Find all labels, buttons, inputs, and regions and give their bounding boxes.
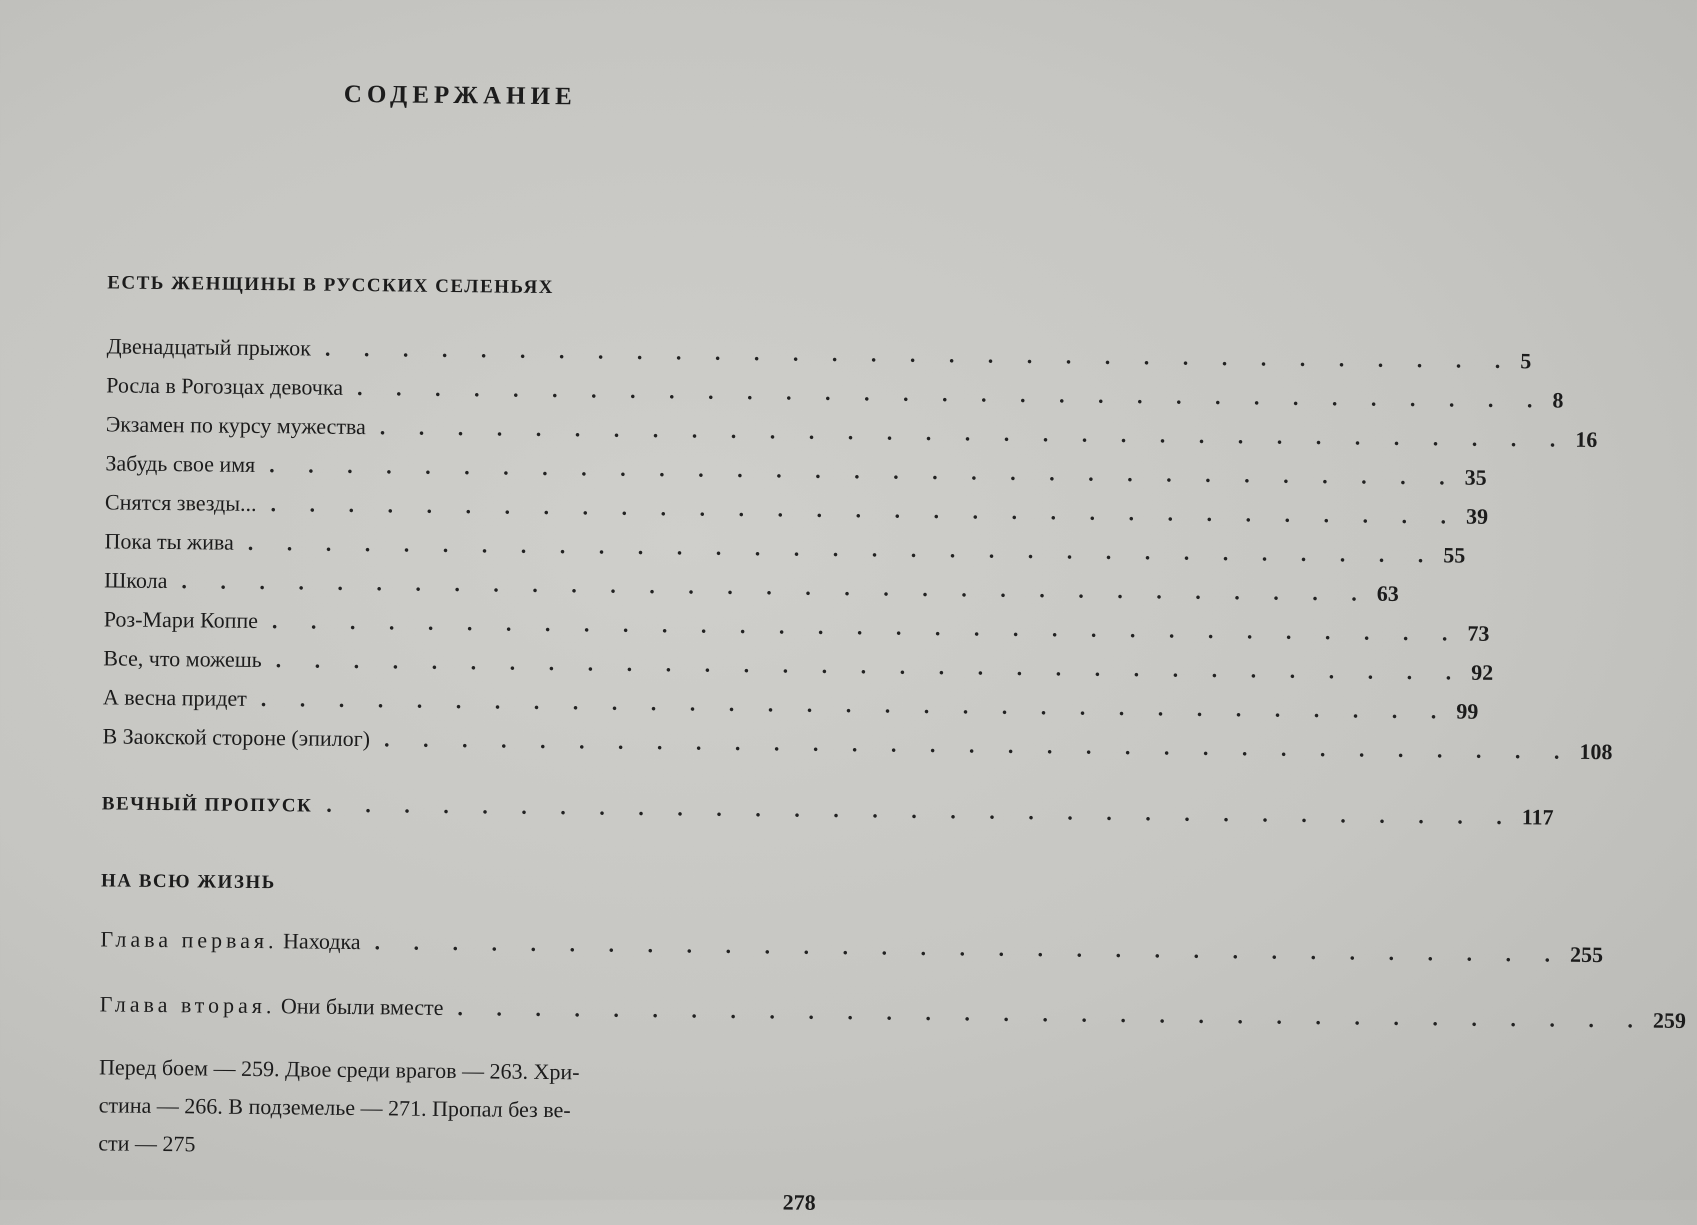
toc-entry-page: 63 <box>1376 580 1399 606</box>
toc-entry-label: А весна придет <box>102 684 247 711</box>
toc-chapter-entry <box>100 926 1604 968</box>
dot-leader: . . . . . . . . . . . . . . . . . . . . . . . . . . . . . . . <box>356 375 1547 413</box>
toc-entry-page: 259 <box>1652 1007 1687 1033</box>
toc-entry-page: 8 <box>1552 387 1564 413</box>
chapter-subsections <box>98 1048 739 1169</box>
dot-leader: . . . . . . . . . . . . . . . . . . . . . . . . . . . . . . . <box>269 452 1459 490</box>
section-heading-whole-life: НА ВСЮ ЖИЗНЬ <box>100 870 276 894</box>
toc-entry <box>102 723 1613 765</box>
toc-entry-page: 99 <box>1456 698 1479 724</box>
toc-entry-page: 5 <box>1520 348 1532 374</box>
chapter-title: Находка <box>282 928 361 955</box>
toc-entry-label: Двенадцатый прыжок <box>106 333 312 361</box>
dot-leader: . . . . . . . . . . . . . . . . . . . . . . . . . . . . . . . <box>324 335 1515 374</box>
page-title: СОДЕРЖАНИЕ <box>343 80 577 111</box>
toc-entry-page: 255 <box>1569 941 1604 968</box>
toc-entry <box>103 645 1494 685</box>
toc-entry-page: 35 <box>1464 464 1487 490</box>
toc-entry-page: 108 <box>1579 738 1613 765</box>
subsection-line: сти — 275 <box>98 1130 196 1157</box>
toc-section-entry-eternal-pass <box>101 789 1554 830</box>
section-heading-eternal-pass: ВЕЧНЫЙ ПРОПУСК <box>101 793 313 817</box>
subsection-line: Перед боем — 259. Двое среди врагов — 263. Хри- <box>98 1054 580 1085</box>
dot-leader: . . . . . . . . . . . . . . . . . . . . . . . . . . . . . . . <box>457 995 1648 1033</box>
toc-entry-label: Экзамен по курсу мужества <box>105 411 367 440</box>
dot-leader: . . . . . . . . . . . . . . . . . . . . . . . . . . . . . . . <box>260 686 1451 724</box>
toc-entry-page: 117 <box>1521 804 1554 830</box>
toc-entry-page: 92 <box>1471 659 1494 685</box>
toc-entry <box>104 567 1399 606</box>
dot-leader: . . . . . . . . . . . . . . . . . . . . . . . . . . . . . . . <box>374 929 1565 967</box>
toc-entry-page: 16 <box>1575 426 1598 453</box>
toc-entry-label: Росла в Рогозцах девочка <box>106 372 344 400</box>
toc-entry <box>106 333 1532 374</box>
dot-leader: . . . . . . . . . . . . . . . . . . . . . . . . . . . . . . . <box>247 529 1438 568</box>
toc-entry-page: 39 <box>1465 503 1489 529</box>
toc-entry <box>105 411 1598 453</box>
toc-chapter-label <box>100 991 444 1021</box>
toc-entry <box>104 489 1489 529</box>
dot-leader: . . . . . . . . . . . . . . . . . . . . . . . . . . . . . . . <box>270 491 1461 529</box>
toc-entry-label: В Заокской стороне (эпилог) <box>102 723 371 752</box>
toc-entry-label: Пока ты жива <box>104 528 234 555</box>
toc-entry-label: Все, что можешь <box>103 645 262 673</box>
toc-entry-label: Забудь свое имя <box>105 450 256 477</box>
toc-entry <box>106 372 1564 413</box>
toc-entry-label: Школа <box>104 567 168 594</box>
section-heading-women: ЕСТЬ ЖЕНЩИНЫ В РУССКИХ СЕЛЕНЬЯХ <box>107 272 555 299</box>
subsection-line: стина — 266. В подземелье — 271. Пропал без ве- <box>98 1092 571 1123</box>
dot-leader: . . . . . . . . . . . . . . . . . . . . . . . . . . . . . . . <box>383 726 1574 764</box>
toc-entry <box>102 684 1479 724</box>
toc-entry <box>103 606 1490 646</box>
dot-leader: . . . . . . . . . . . . . . . . . . . . . . . . . . . . . . . <box>181 568 1371 606</box>
chapter-number: Глава вторая. <box>99 991 276 1019</box>
toc-entry-page: 73 <box>1467 620 1490 646</box>
footer-page-number: 278 <box>782 1189 816 1215</box>
toc-entry-label: Роз-Мари Коппе <box>103 606 259 633</box>
toc-entry-page: 55 <box>1443 542 1466 568</box>
dot-leader: . . . . . . . . . . . . . . . . . . . . . . . . . . . . . . . <box>326 791 1516 830</box>
toc-entry-label: Снятся звезды... <box>104 489 257 516</box>
toc-chapter-entry <box>99 991 1687 1033</box>
toc-entry <box>104 528 1466 568</box>
dot-leader: . . . . . . . . . . . . . . . . . . . . . . . . . . . . . . . <box>271 608 1462 646</box>
toc-entry <box>105 450 1487 490</box>
dot-leader: . . . . . . . . . . . . . . . . . . . . . . . . . . . . . . . <box>275 647 1466 685</box>
chapter-title: Они были вместе <box>280 993 444 1020</box>
chapter-number: Глава первая. <box>100 926 278 954</box>
dot-leader: . . . . . . . . . . . . . . . . . . . . . . . . . . . . . . . <box>379 414 1570 452</box>
toc-chapter-label <box>100 926 360 955</box>
